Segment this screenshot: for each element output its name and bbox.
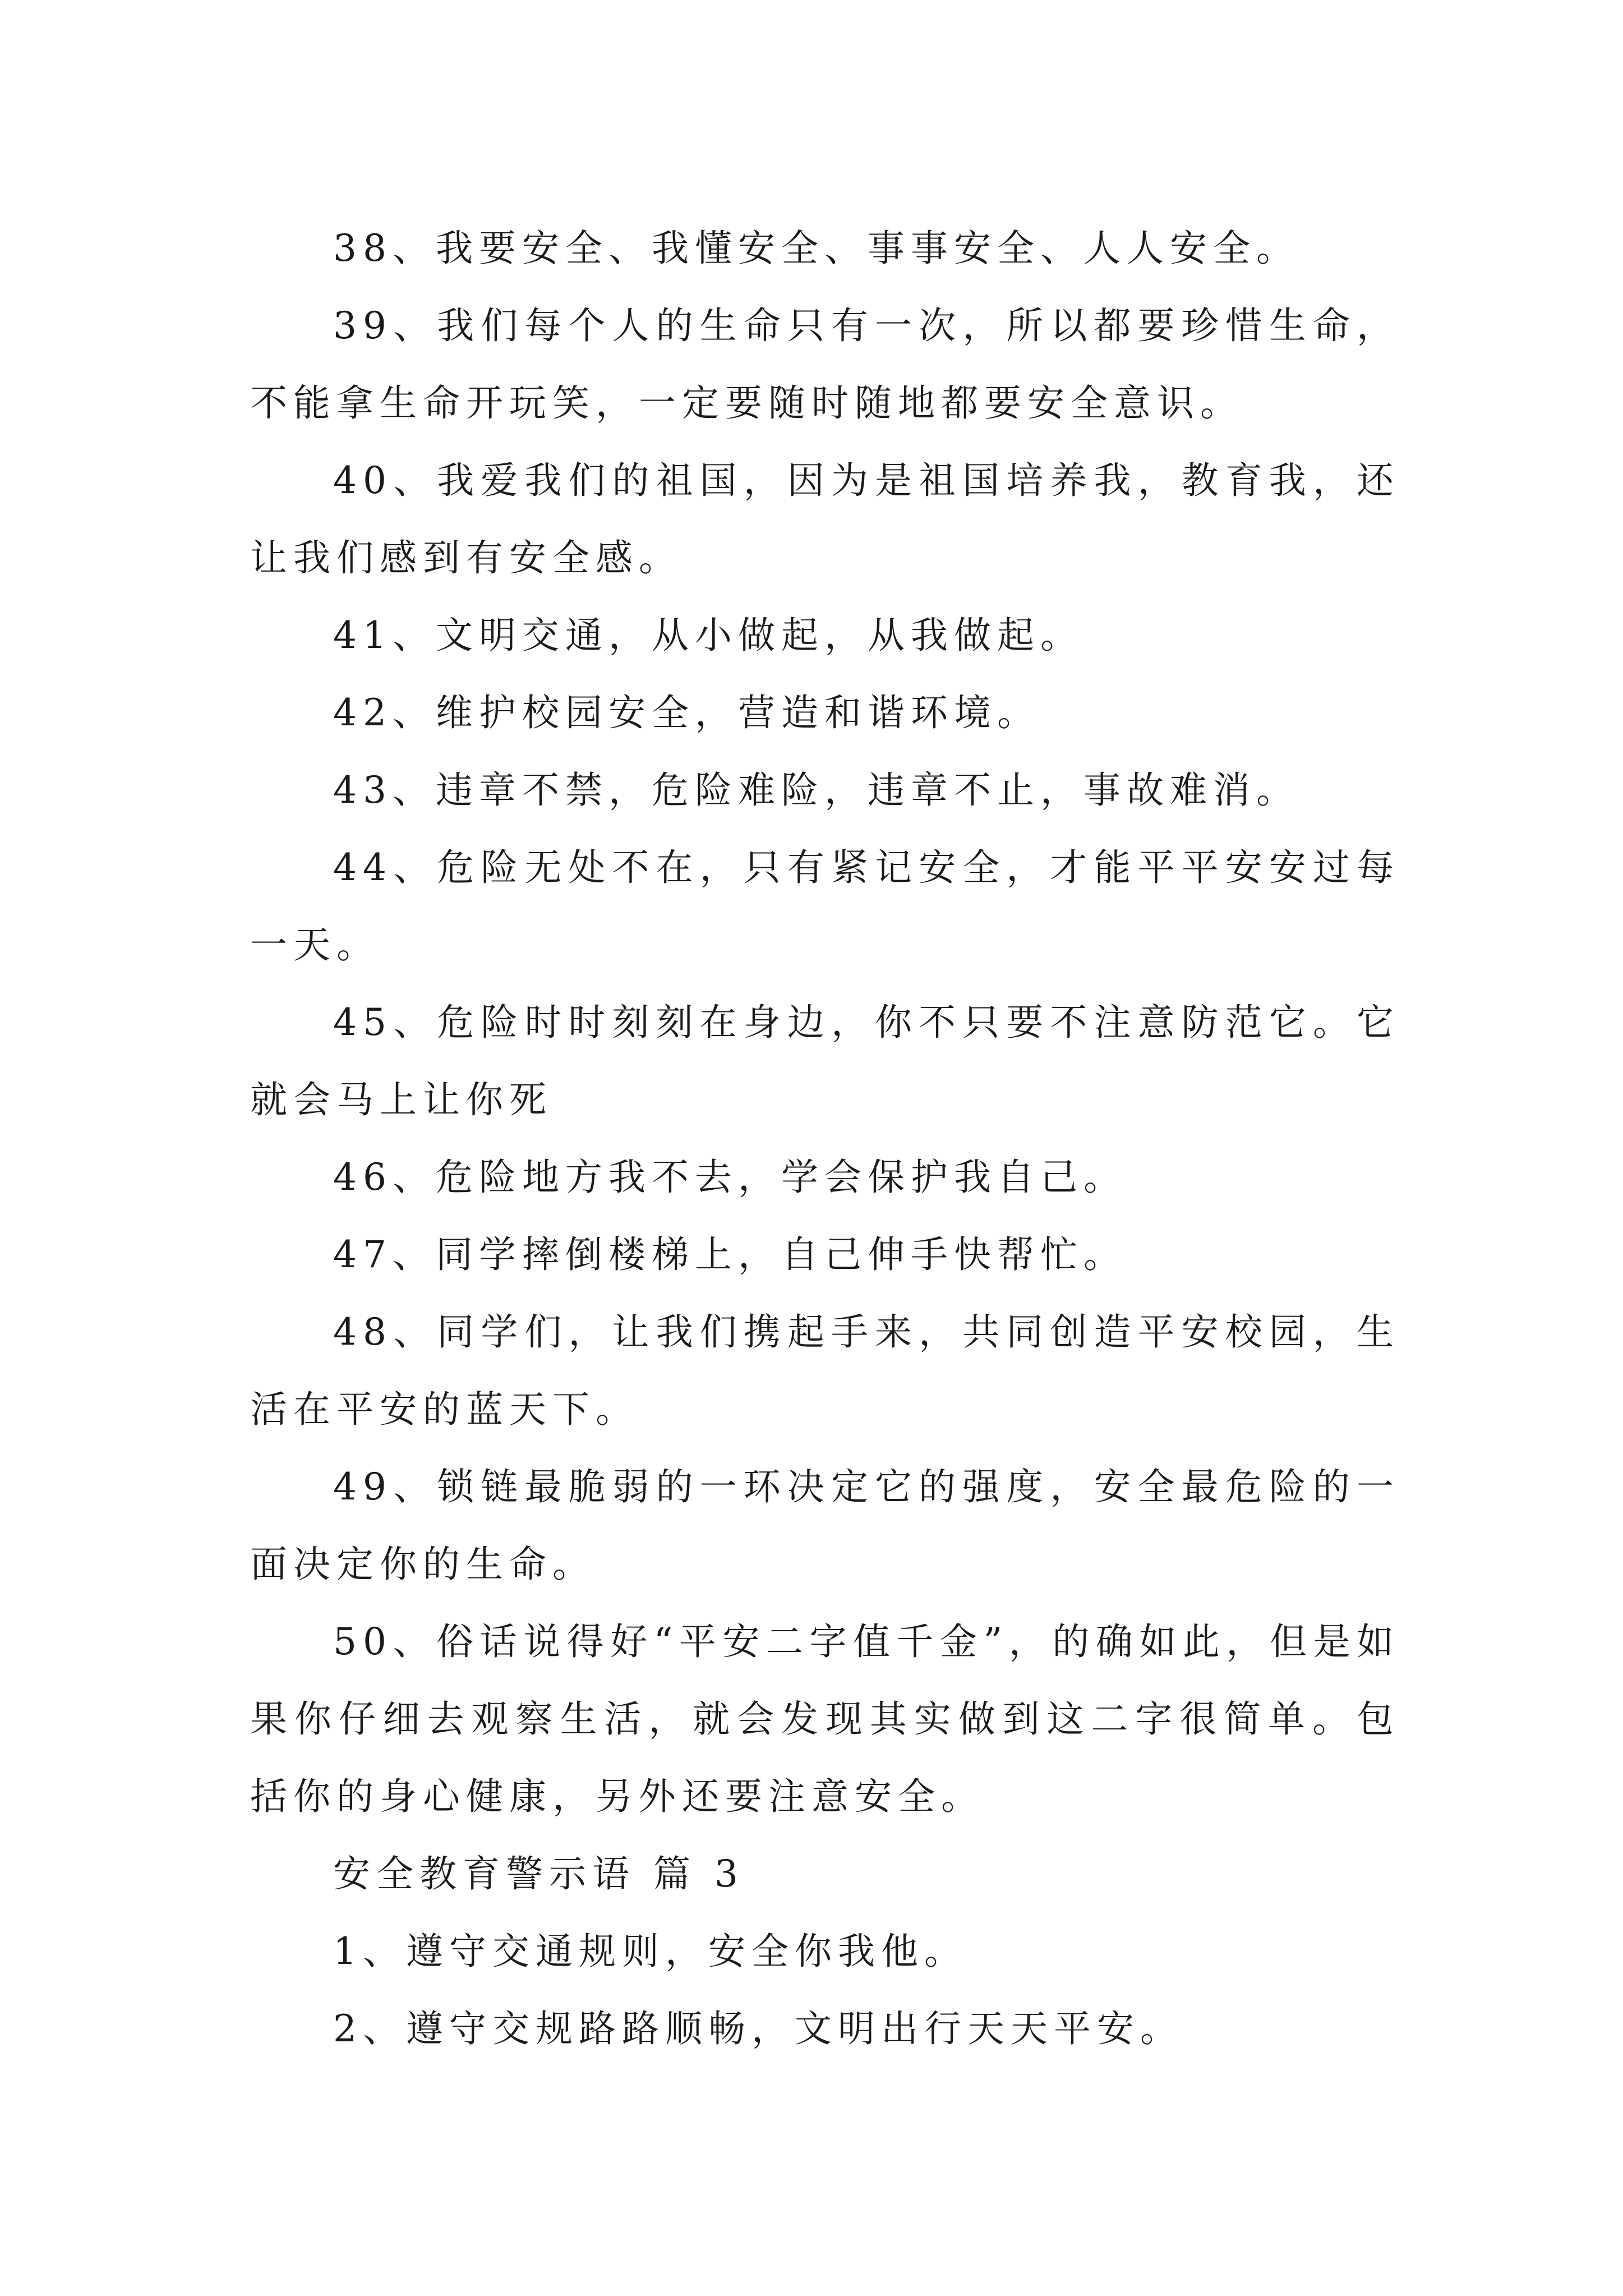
paragraph-48: 48、同学们，让我们携起手来，共同创造平安校园，生活在平安的蓝天下。 xyxy=(250,1310,1400,1431)
paragraph-1: 1、遵守交通规则，安全你我他。 xyxy=(333,1930,967,1973)
paragraph-49: 49、锁链最脆弱的一环决定它的强度，安全最危险的一面决定你的生命。 xyxy=(250,1465,1400,1586)
document-body xyxy=(250,210,1400,2068)
paragraph-46: 46、危险地方我不去，学会保护我自己。 xyxy=(333,1156,1127,1199)
paragraph-44: 44、危险无处不在，只有紧记安全，才能平平安安过每一天。 xyxy=(250,846,1400,967)
paragraph-42: 42、维护校园安全，营造和谐环境。 xyxy=(333,691,1040,734)
paragraph-39: 39、我们每个人的生命只有一次，所以都要珍惜生命，不能拿生命开玩笑，一定要随时随地都要安全意识。 xyxy=(250,304,1400,425)
paragraph-43: 43、违章不禁，危险难险，违章不止，事故难消。 xyxy=(333,769,1299,812)
paragraph-47: 47、同学摔倒楼梯上，自己伸手快帮忙。 xyxy=(333,1233,1127,1276)
paragraph-50: 50、俗话说得好“平安二字值千金”，的确如此，但是如果你仔细去观察生活，就会发现其实做到这二字很简单。包括你的身心健康，另外还要注意安全。 xyxy=(250,1620,1400,1818)
paragraph-2: 2、遵守交规路路顺畅，文明出行天天平安。 xyxy=(333,2007,1183,2050)
paragraph-38: 38、我要安全、我懂安全、事事安全、人人安全。 xyxy=(333,227,1299,270)
section-heading: 安全教育警示语 篇 3 xyxy=(333,1852,744,1895)
paragraph-41: 41、文明交通，从小做起，从我做起。 xyxy=(333,614,1083,657)
paragraph-45: 45、危险时时刻刻在身边，你不只要不注意防范它。它就会马上让你死 xyxy=(250,1001,1400,1121)
paragraph-40: 40、我爱我们的祖国，因为是祖国培养我，教育我，还让我们感到有安全感。 xyxy=(250,459,1400,579)
